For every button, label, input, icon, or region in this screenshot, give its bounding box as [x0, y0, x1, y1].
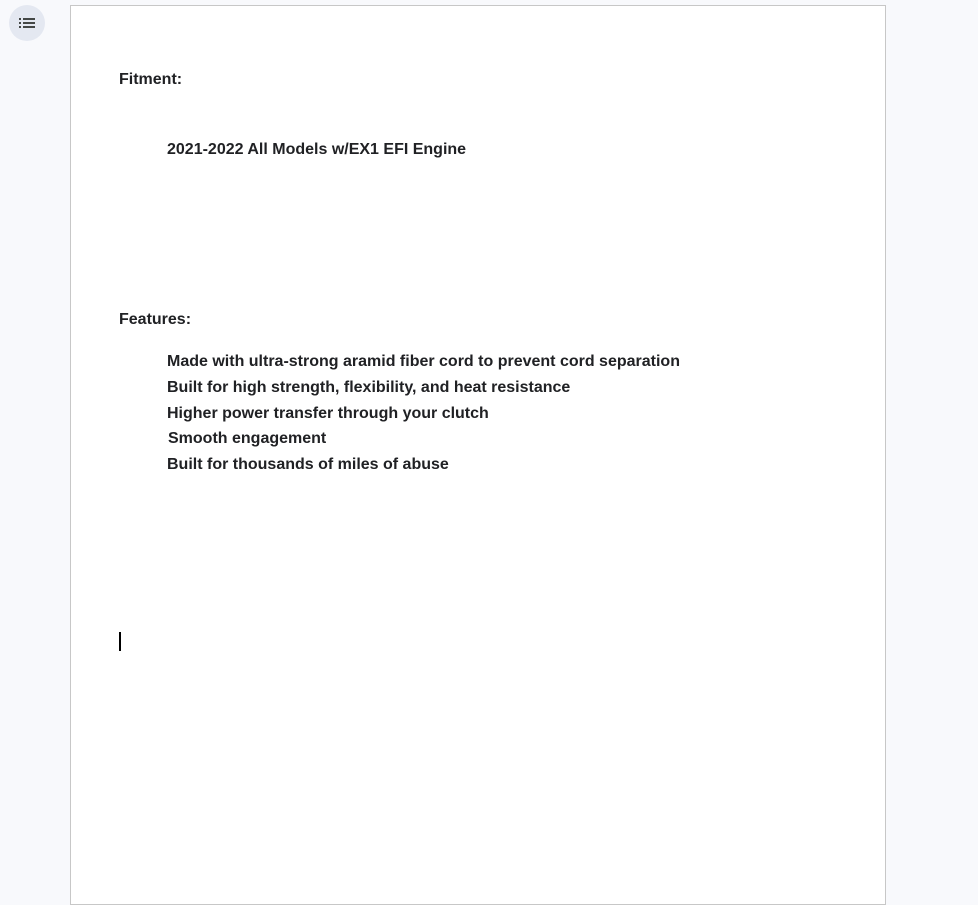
fitment-line: 2021-2022 All Models w/EX1 EFI Engine: [167, 141, 467, 158]
feature-item: Built for high strength, flexibility, and heat resistance: [167, 378, 571, 396]
document-page[interactable]: [70, 5, 886, 905]
feature-item: Higher power transfer through your clutch: [167, 404, 489, 422]
fitment-heading: Fitment:: [119, 71, 183, 88]
text-cursor[interactable]: [119, 632, 121, 651]
features-heading: Features:: [119, 311, 192, 328]
feature-item: Made with ultra-strong aramid fiber cord to prevent cord separation: [167, 353, 680, 370]
feature-item: Smooth engagement: [168, 430, 327, 448]
document-outline-button[interactable]: [9, 5, 45, 41]
list-icon: [19, 17, 35, 29]
features-list: [167, 352, 680, 481]
feature-item: Built for thousands of miles of abuse: [167, 456, 449, 473]
